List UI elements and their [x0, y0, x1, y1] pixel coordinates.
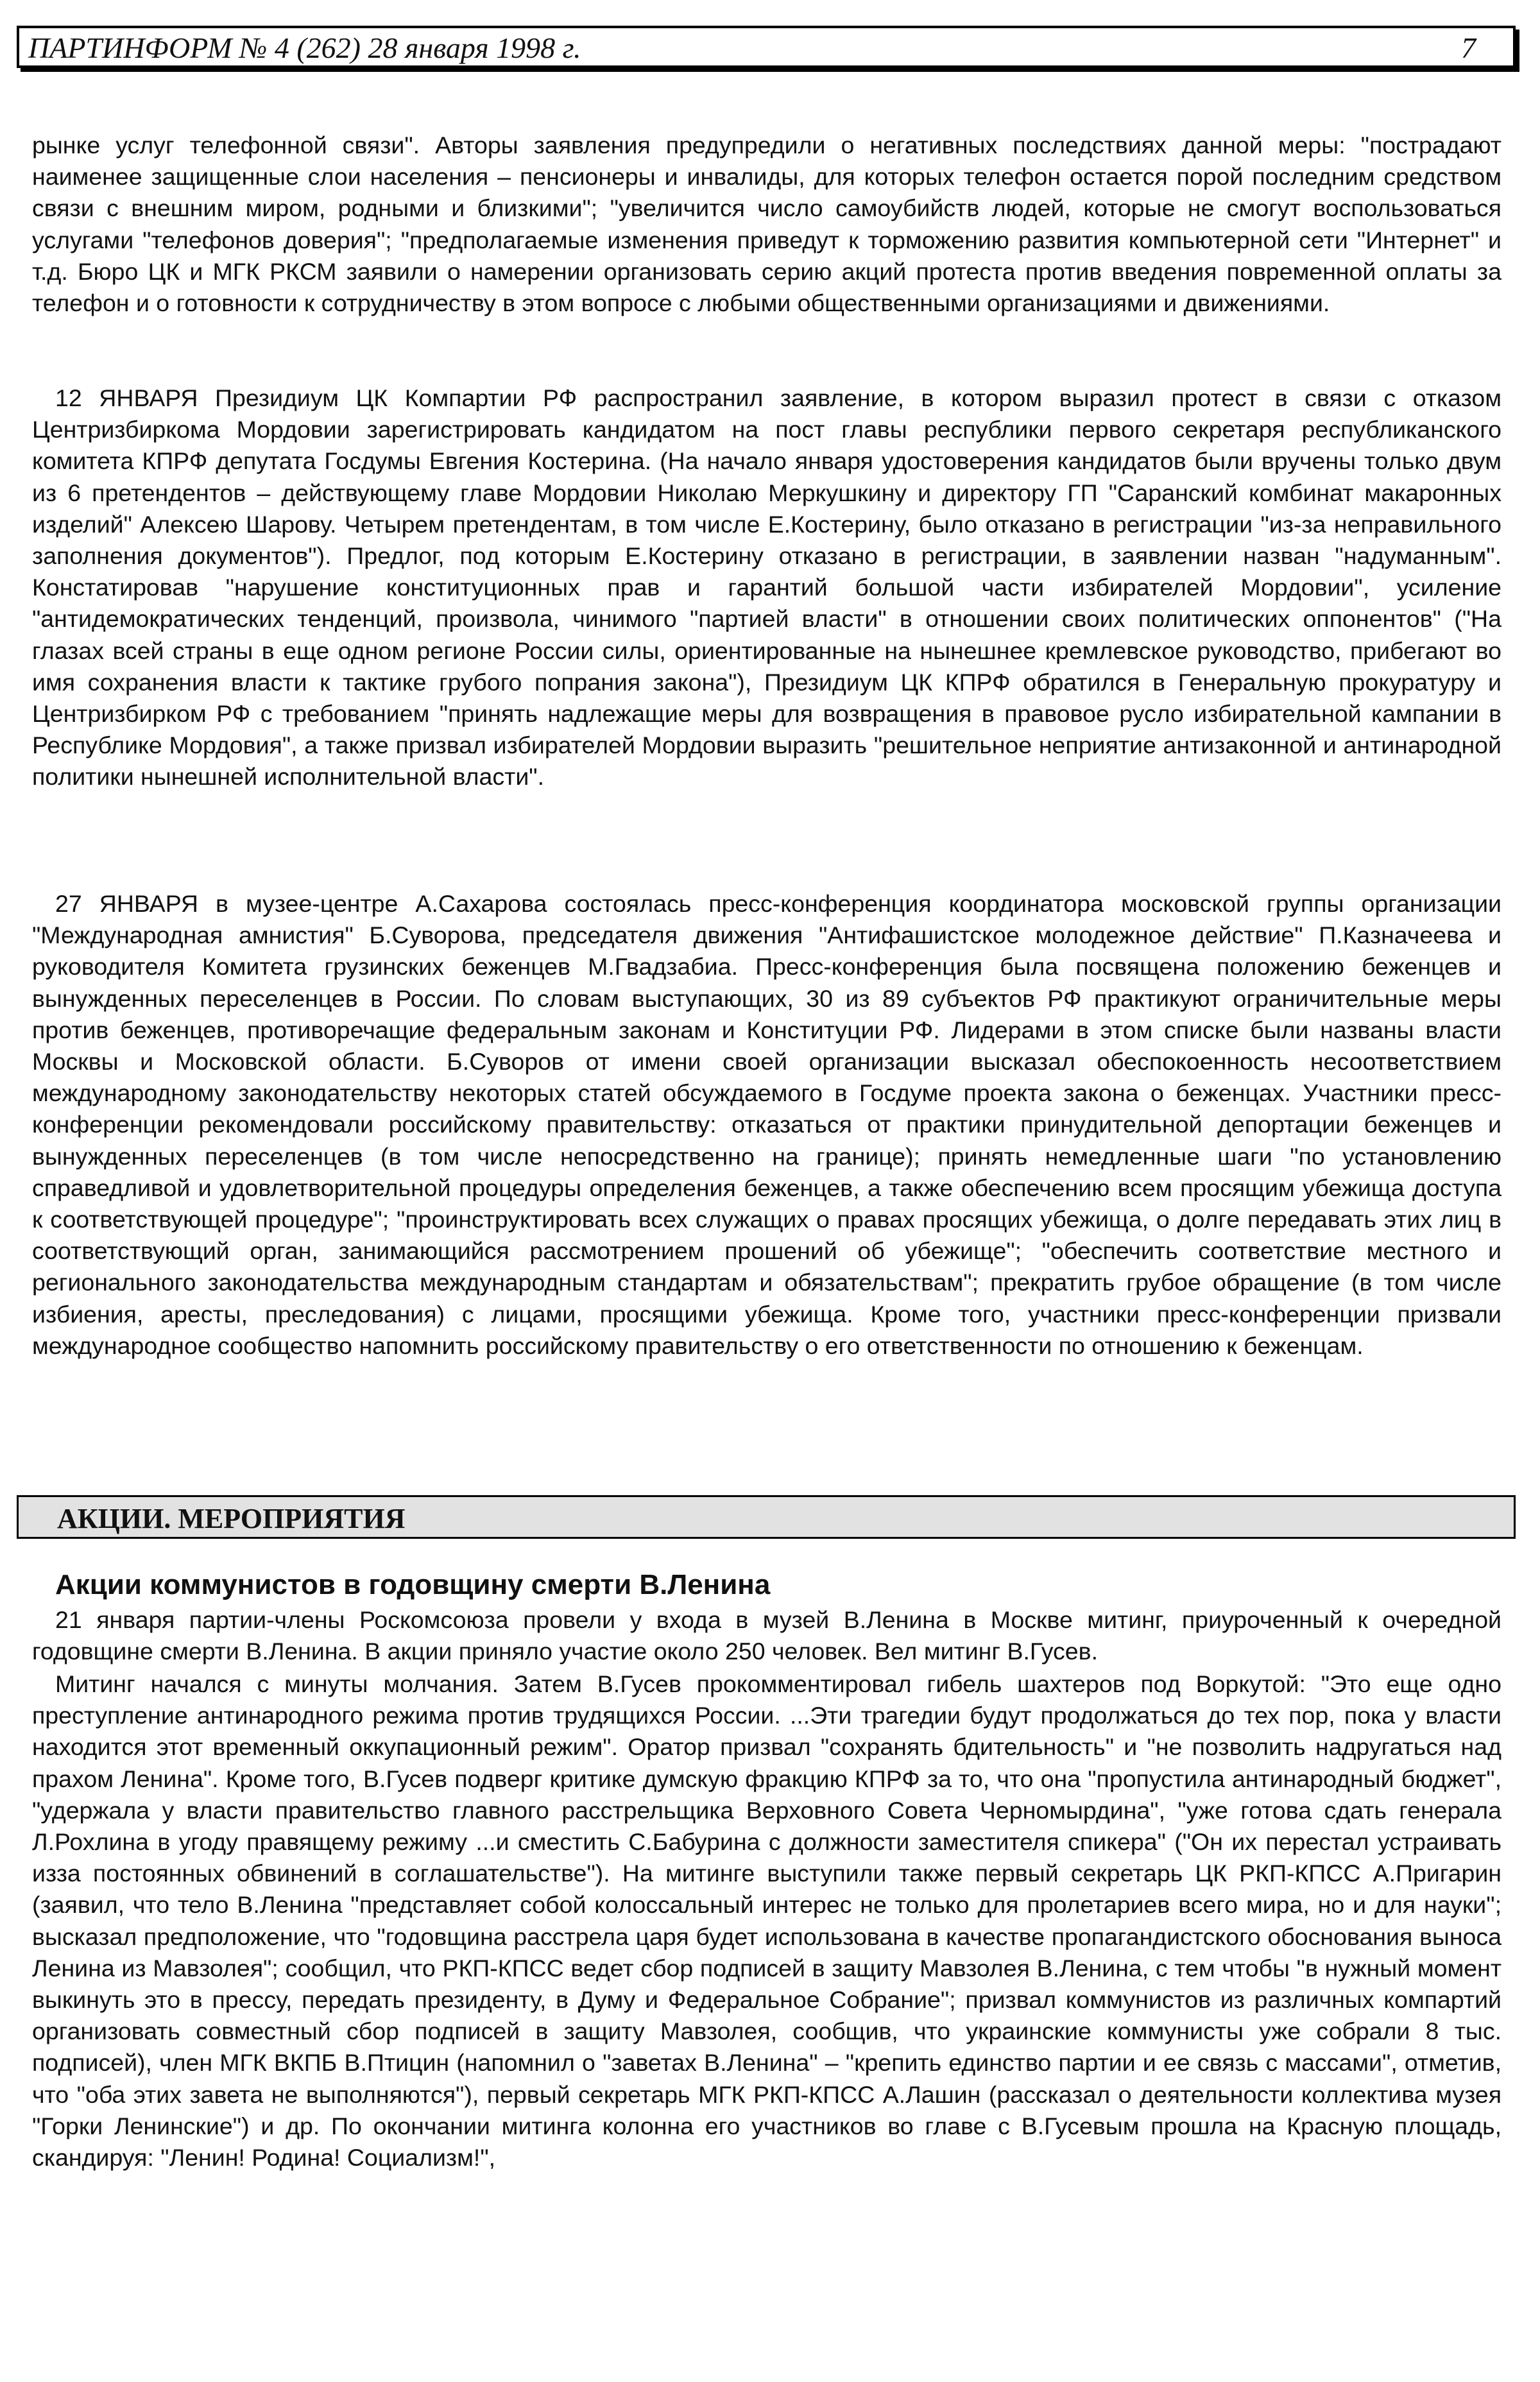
article-paragraph-rally: Митинг начался с минуты молчания. Затем В.Гусев прокомментировал гибель шахтеров под Воркутой: "Это еще одно преступление антинародного режима против трудящихся России. ...Эти трагедии будут продолжаться до тех пор, пока у власти находится этот временный оккупационный режим". Оратор призвал "сохранять бдительность" и "не позволить надругаться над прахом Ленина". Кроме того, В.Гусев подверг критике думскую фракцию КПРФ за то, что она "пропустила антинародный бюджет", "удержала у власти правительство главного расстрельщика Верховного Совета Черномырдина", "уже готова сдать генерала Л.Рохлина в угоду правящему режиму ...и сместить С.Бабурина с должности заместителя спикера" ("Он их перестал устраивать изза постоянных обвинений в соглашательстве"). На митинге выступили также первый секретарь ЦК РКП-КПСС А.Пригарин (заявил, что тело В.Ленина "представляет собой колоссальный интерес не только для пролетариев всего мира, но и для науки"; высказал предположение, что "годовщина расстрела царя будет использована в качестве пропагандистского обоснования выноса Ленина из Мавзолея"; сообщил, что РКП-КПСС ведет сбор подписей в защиту Мавзолея В.Ленина, с тем чтобы "в нужный момент выкинуть это в прессу, передать президенту, в Думу и Федеральное Собрание"; призвал коммунистов из различных компартий организовать совместный сбор подписей в защиту Мавзолея, сообщив, что украинские коммунисты уже собрали 8 тыс. подписей), член МГК ВКПБ В.Птицин (напомнил о "заветах В.Ленина" – "крепить единство партии и ее связь с массами", отметив, что "оба этих завета не выполняются"), первый секретарь МГК РКП-КПСС А.Лашин (рассказал о деятельности коллектива музея "Горки Ленинские") и др. По окончании митинга колонна его участников во главе с В.Гусевым прошла на Красную площадь, скандируя: "Ленин! Родина! Социализм!",: [32, 1670, 1502, 2172]
paragraph-jan-27-press-conference: 27 ЯНВАРЯ в музее-центре А.Сахарова состоялась пресс-конференция координатора московской группы организации "Международная амнистия" Б.Суворова, председателя движения "Антифашистское молодежное действие" П.Казначеева и руководителя Комитета грузинских беженцев М.Гвадзабиа. Пресс-конференция была посвящена положению беженцев и вынужденных переселенцев в России. По словам выступающих, 30 из 89 субъектов РФ практикуют ограничительные меры против беженцев, противоречащие федеральным законам и Конституции РФ. Лидерами в этом списке были названы власти Москвы и Московской области. Б.Суворов от имени своей организации высказал обеспокоенность несоответствием международному законодательству некоторых статей обсуждаемого в Госдуме проекта закона о беженцах. Участники пресс-конференции рекомендовали российскому правительству: отказаться от практики принудительной депортации беженцев и вынужденных переселенцев (в том числе непосредственно на границе); принять немедленные шаги "по установлению справедливой и удовлетворительной процедуры определения беженцев, а также обеспечению всем просящим убежища доступа к соответствующей процедуре"; "проинструктировать всех служащих о правах просящих убежища, о долге передавать этих лиц в соответствующий орган, занимающийся рассмотрением прошений об убежище"; "обеспечить соответствие местного и регионального законодательства международным стандартам и обязательствам"; прекратить грубое обращение (в том числе избиения, аресты, преследования) с лицами, просящими убежища. Кроме того, участники пресс-конференции призвали международное сообщество напомнить российскому правительству о его ответственности по отношению к беженцам.: [32, 890, 1502, 1359]
section-title: АКЦИИ. МЕРОПРИЯТИЯ: [57, 1503, 406, 1534]
page-number: 7: [1461, 31, 1476, 64]
article-paragraph-intro: 21 января партии-члены Роскомсоюза провели у входа в музей В.Ленина в Москве митинг, приуроченный к очередной годовщине смерти В.Ленина. В акции приняло участие около 250 человек. Вел митинг В.Гусев.: [32, 1606, 1502, 1665]
section-header: [17, 1495, 1516, 1539]
article-title: Акции коммунистов в годовщину смерти В.Ленина: [55, 1569, 771, 1600]
paragraph-jan-12-kprf-statement: 12 ЯНВАРЯ Президиум ЦК Компартии РФ распространил заявление, в котором выразил протест в связи с отказом Центризбиркома Мордовии зарегистрировать кандидатом на пост главы республики первого секретаря республиканского комитета КПРФ депутата Госдумы Евгения Костерина. (На начало января удостоверения кандидатов были вручены только двум из 6 претендентов – действующему главе Мордовии Николаю Меркушкину и директору ГП "Саранский комбинат макаронных изделий" Алексею Шарову. Четырем претендентам, в том числе Е.Костерину, было отказано в регистрации "из-за неправильного заполнения документов"). Предлог, под которым Е.Костерину отказано в регистрации, в заявлении назван "надуманным". Констатировав "нарушение конституционных прав и гарантий большой части избирателей Мордовии", усиление "антидемократических тенденций, произвола, чинимого "партией власти" в отношении своих политических оппонентов" ("На глазах всей страны в еще одном регионе России силы, ориентированные на нынешнее кремлевское руководство, прибегают во имя сохранения власти к тактике грубого попрания закона"), Президиум ЦК КПРФ обратился в Генеральную прокуратуру и Центризбирком РФ с требованием "принять надлежащие меры для возвращения в правовое русло избирательной кампании в Республике Мордовия", а также призвал избирателей Мордовии выразить "решительное неприятие антизаконной и антинародной политики нынешней исполнительной власти".: [32, 384, 1502, 791]
paragraph-telephone-protest: рынке услуг телефонной связи". Авторы заявления предупредили о негативных последствиях данной меры: "пострадают наименее защищенные слои населения – пенсионеры и инвалиды, для которых телефон остается порой последним средством связи с внешним миром, родными и близкими"; "увеличится число самоубийств людей, которые не смогут воспользоваться услугами "телефонов доверия"; "предполагаемые изменения приведут к торможению развития компьютерной сети "Интернет" и т.д. Бюро ЦК и МГК РКСМ заявили о намерении организовать серию акций протеста против введения повременной оплаты за телефон и о готовности к сотрудничеству в этом вопросе с любыми общественными организациями и движениями.: [32, 132, 1502, 317]
page-header: [17, 26, 1516, 68]
publication-title: ПАРТИНФОРМ № 4 (262) 28 января 1998 г.: [28, 31, 581, 64]
